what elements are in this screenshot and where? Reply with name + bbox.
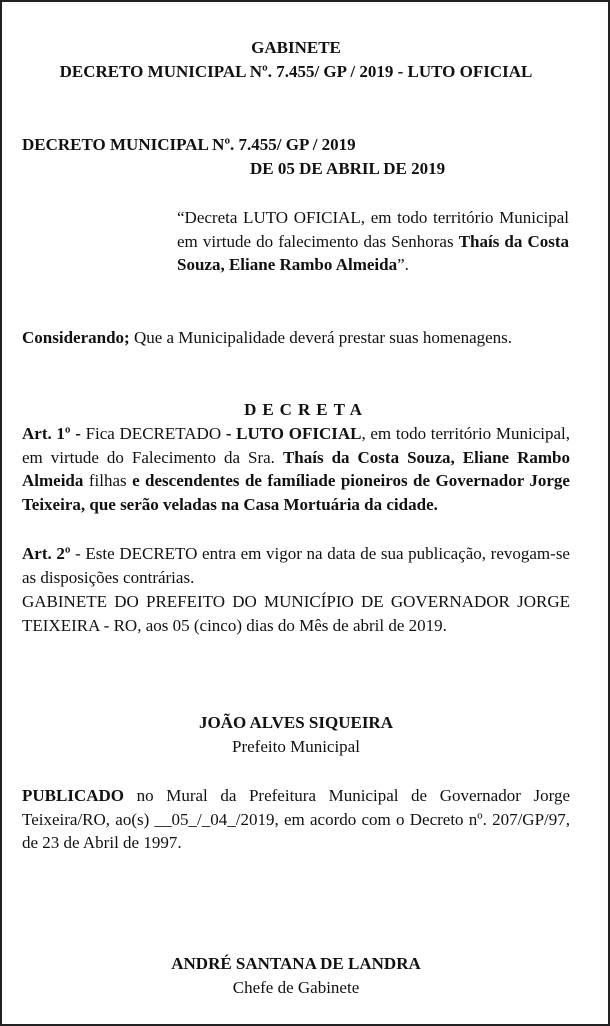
decree-title [22, 133, 570, 180]
gabinete-paragraph [22, 590, 570, 637]
decreta-heading [152, 398, 460, 422]
title-line2: DE 05 DE ABRIL DE 2019 [250, 158, 446, 178]
signature-chief [22, 952, 570, 999]
art2-label: Art. 2º [22, 544, 71, 563]
chief-name: ANDRÉ SANTANA DE LANDRA [171, 954, 421, 973]
considerando-label: Considerando; [22, 328, 130, 347]
art1-text1: Fica DECRETADO [80, 424, 226, 443]
header-subtitle: DECRETO MUNICIPAL Nº. 7.455/ GP / 2019 - LUTO OFICIAL [59, 61, 533, 81]
art1-bold3: e descendentes de famíliade pioneiros de Governador Jorge Teixeira, que serão veladas na Casa Mortuária da cidade. [22, 471, 570, 514]
art1-text2: , em todo território Municipal, em virtude do Falecimento da Sra. [22, 424, 570, 467]
ementa-text-before: “Decreta LUTO OFICIAL, em todo território Municipal em virtude do falecimento das Senhoras [177, 208, 569, 251]
ementa-paragraph [177, 206, 569, 277]
article-1 [22, 422, 570, 516]
ementa-text-after: ”. [397, 255, 409, 274]
art1-bold1: - LUTO OFICIAL [225, 424, 362, 443]
mayor-role: Prefeito Municipal [232, 736, 360, 756]
decreta-heading-text: DECRETA [244, 400, 368, 419]
ementa-names: Thaís da Costa Souza, Eliane Rambo Almeida [177, 231, 570, 274]
signature-mayor [22, 711, 570, 758]
considerando-text: Que a Municipalidade deverá prestar suas homenagens. [129, 328, 513, 347]
title-line1: DECRETO MUNICIPAL Nº. 7.455/ GP / 2019 [22, 135, 356, 154]
mayor-name: JOÃO ALVES SIQUEIRA [199, 713, 393, 732]
art2-text: - Este DECRETO entra em vigor na data de sua publicação, revogam-se as disposições contrárias. [22, 544, 570, 587]
header [22, 36, 570, 83]
art1-text3: filhas [83, 471, 133, 490]
publicado-label: PUBLICADO [22, 786, 125, 805]
article-2 [22, 542, 570, 589]
art1-names: Thaís da Costa Souza, Eliane Rambo Almeida [22, 447, 570, 490]
gabinete-text: GABINETE DO PREFEITO DO MUNICÍPIO DE GOVERNADOR JORGE TEIXEIRA - RO, aos 05 (cinco) dias do Mês de abril de 2019. [22, 592, 570, 635]
publicado-paragraph [22, 784, 570, 855]
chief-role: Chefe de Gabinete [232, 977, 360, 997]
art1-label: Art. 1º - [22, 424, 81, 443]
header-office: GABINETE [251, 38, 341, 57]
considerando-paragraph [22, 326, 570, 350]
publicado-text: no Mural da Prefeitura Municipal de Governador Jorge Teixeira/RO, ao(s) __05_/_04_/2019, em acordo com o Decreto nº. 207/GP/97, de 23 de Abril de 1997. [22, 786, 570, 852]
